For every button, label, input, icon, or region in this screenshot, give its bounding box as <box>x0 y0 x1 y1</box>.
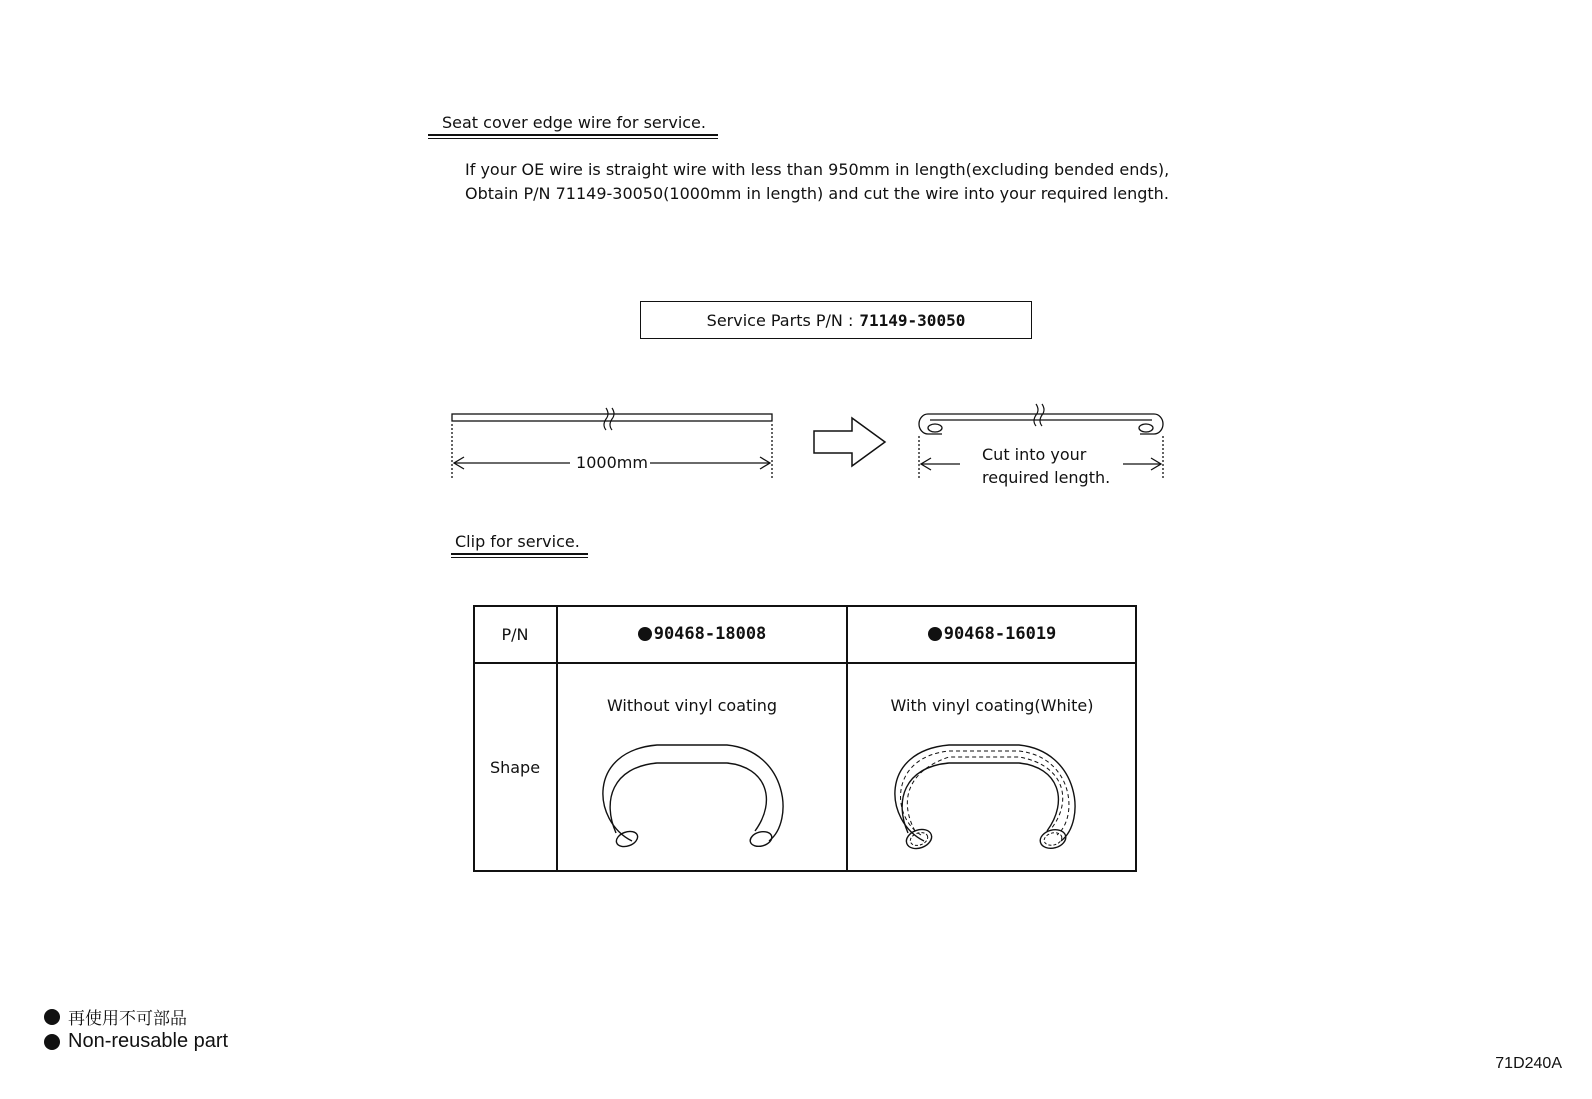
bullet-dot-icon <box>44 1034 60 1050</box>
wire-section-heading: Seat cover edge wire for service. <box>428 113 718 136</box>
clip-section-heading: Clip for service. <box>451 532 588 555</box>
non-reusable-dot-icon <box>638 627 652 641</box>
coated-clip-icon <box>895 745 1075 852</box>
clip-1-part-number: 90468-18008 <box>653 624 767 644</box>
legend-english-text: Non-reusable part <box>68 1030 229 1052</box>
clip-2-part-number: 90468-16019 <box>943 624 1057 644</box>
clip-icon <box>603 745 783 849</box>
clip-1-description: Without vinyl coating <box>606 696 778 715</box>
cut-label-line1: Cut into your <box>982 445 1087 464</box>
arrow-right-icon <box>814 418 885 466</box>
legend-japanese <box>44 1004 187 1029</box>
clip-2-pn-cell <box>847 605 1137 663</box>
bullet-dot-icon <box>44 1009 60 1025</box>
clip-2-description: With vinyl coating(White) <box>890 696 1094 715</box>
clip-1-pn-cell <box>557 605 847 663</box>
service-parts-number: 71149-30050 <box>859 310 966 330</box>
shape-header: Shape <box>489 758 541 777</box>
clip-table <box>473 605 1137 872</box>
wire-note-line1: If your OE wire is straight wire with less than 950mm in length(excluding bended ends), <box>465 160 1170 179</box>
cut-label-line2: required length. <box>982 468 1111 487</box>
legend-english <box>44 1030 228 1053</box>
service-parts-label: Service Parts P/N : <box>706 310 854 330</box>
non-reusable-dot-icon <box>928 627 942 641</box>
legend-japanese-text: 再使用不可部品 <box>68 1009 187 1029</box>
pn-header: P/N <box>501 624 529 644</box>
cut-label <box>982 443 1110 489</box>
figure-code: 71D240A <box>1495 1055 1562 1072</box>
wire-note-line2: Obtain P/N 71149-30050(1000mm in length) and cut the wire into your required length. <box>465 184 1169 203</box>
length-label: 1000mm <box>574 453 650 472</box>
